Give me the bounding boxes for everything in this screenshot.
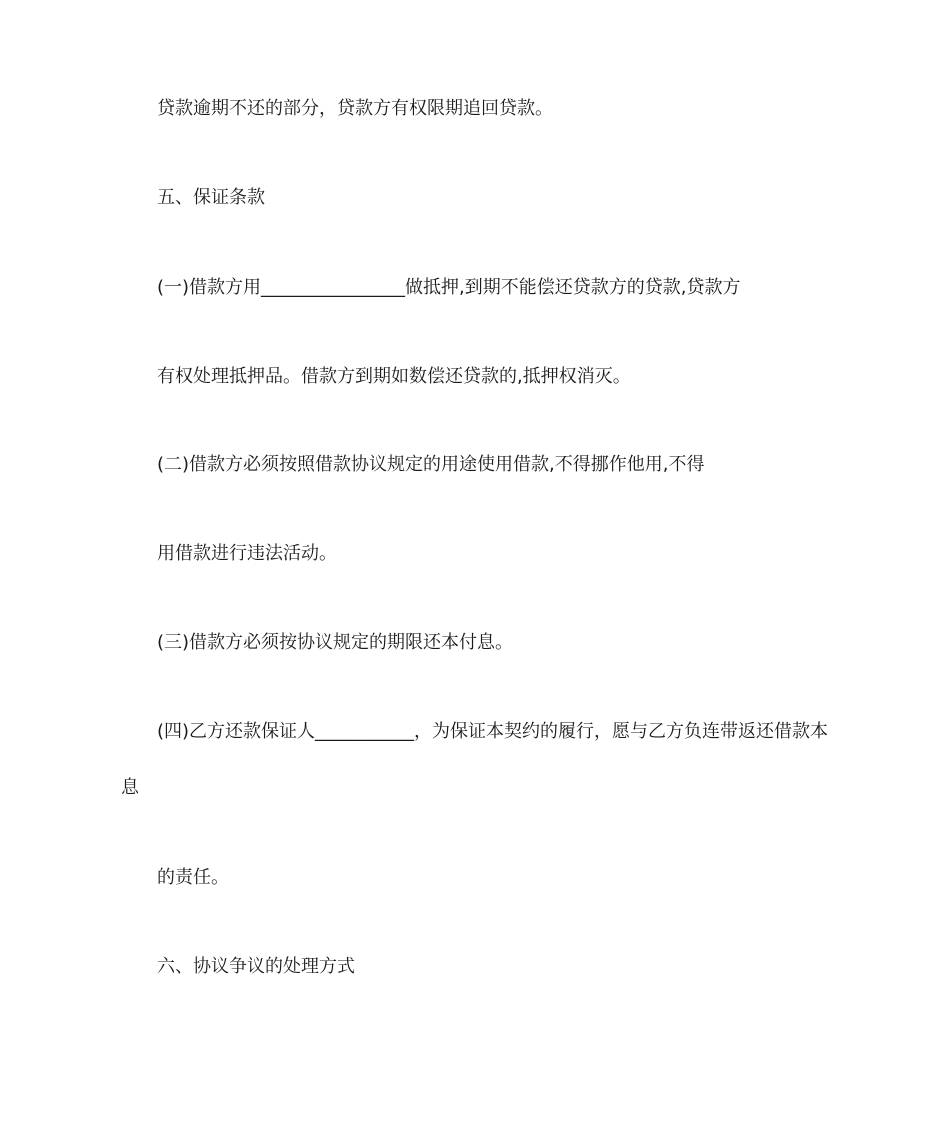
paragraph-line: (一)借款方用________________做抵押,到期不能偿还贷款方的贷款,贷款方 xyxy=(157,277,741,298)
section-heading: 五、保证条款 xyxy=(157,187,265,208)
paragraph-line: 的责任。 xyxy=(157,867,229,888)
paragraph-line-wrap: 息 xyxy=(121,777,139,798)
paragraph-line: (四)乙方还款保证人___________，为保证本契约的履行，愿与乙方负连带返还借款本 xyxy=(157,721,829,742)
paragraph-line: 贷款逾期不还的部分，贷款方有权限期追回贷款。 xyxy=(157,98,553,119)
paragraph-line: (二)借款方必须按照借款协议规定的用途使用借款,不得挪作他用,不得 xyxy=(157,454,705,475)
paragraph-line: 用借款进行违法活动。 xyxy=(157,543,337,564)
paragraph-line: 有权处理抵押品。借款方到期如数偿还贷款的,抵押权消灭。 xyxy=(157,366,631,387)
paragraph-line: (三)借款方必须按协议规定的期限还本付息。 xyxy=(157,632,514,653)
section-heading: 六、协议争议的处理方式 xyxy=(157,956,355,977)
